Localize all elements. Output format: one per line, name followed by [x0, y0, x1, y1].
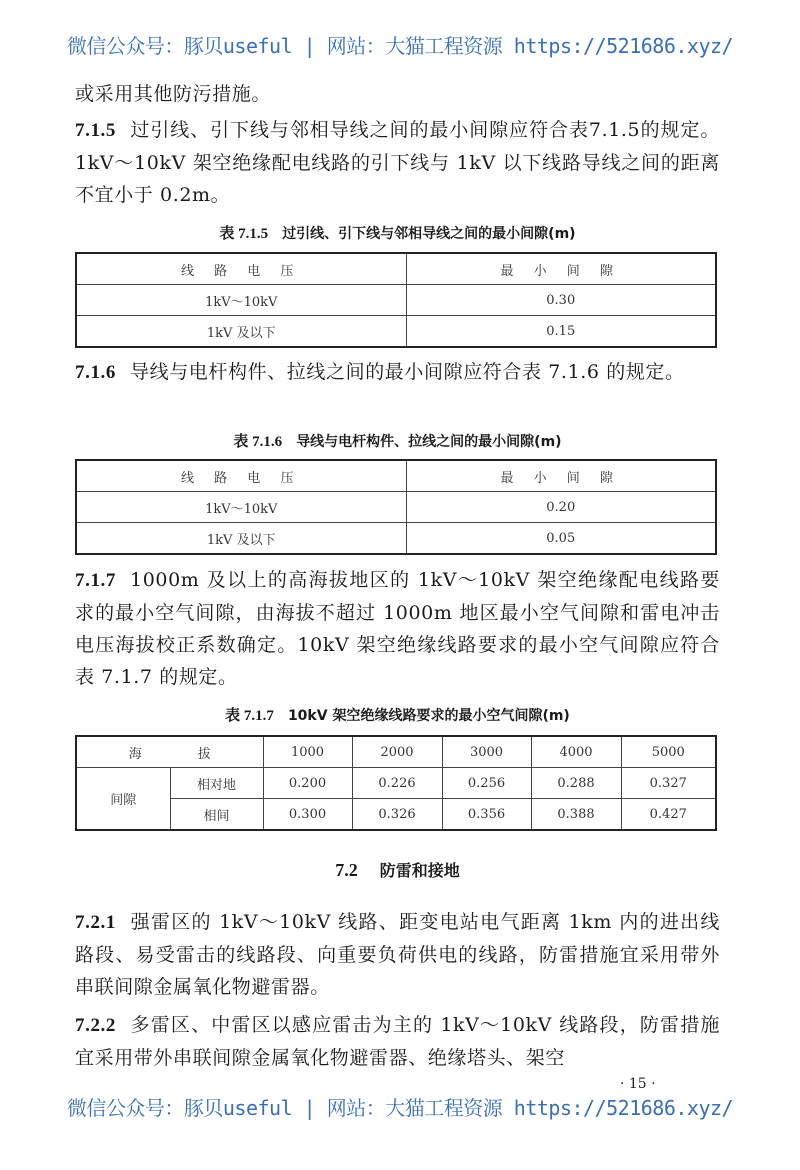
caption-number: 表 7.1.7: [225, 708, 274, 724]
caption-title: 10kV 架空绝缘线路要求的最小空气间隙(m): [287, 708, 570, 724]
cell: 1kV～10kV: [76, 285, 406, 316]
cell: 0.327: [621, 768, 716, 799]
clause-text: 1000m 及以上的高海拔地区的 1kV～10kV 架空绝缘配电线路要求的最小空气间隙，由海拔不超过 1000m 地区最小空气间隙和雷电冲击电压海拔校正系数确定。10kV 架空绝缘线路要求的最小空气间隙应符合表 7.1.7 的规定。: [75, 569, 720, 688]
group-label-cell: 间隙: [76, 768, 170, 831]
clause-7-1-6: [75, 356, 720, 389]
caption-number: 表 7.1.5: [219, 226, 269, 242]
clause-number: 7.1.6: [75, 362, 116, 383]
table-7-1-7: [75, 735, 717, 831]
row-label-cell: 相对地: [170, 768, 263, 799]
clause-number: 7.1.5: [75, 120, 116, 141]
cell: 1kV 及以下: [76, 523, 406, 555]
cell: 0.05: [406, 523, 716, 555]
clause-7-2-2: [75, 1009, 720, 1074]
table-row: [76, 492, 716, 523]
cell: 0.288: [531, 768, 621, 799]
clause-7-1-5: [75, 114, 720, 211]
section-heading-7-2: [75, 858, 720, 881]
header-label: 海: [128, 746, 142, 762]
table-7-1-7-caption: [75, 704, 720, 725]
watermark-bottom: 微信公众号：豚贝useful | 网站：大猫工程资源 https://521686.xyz/: [66, 1096, 734, 1120]
caption-title: 过引线、引下线与邻相导线之间的最小间隙(m): [282, 226, 576, 242]
cell: 0.300: [263, 799, 352, 831]
table-7-1-5-caption: [75, 222, 720, 243]
cell: 0.256: [442, 768, 531, 799]
cell: 0.356: [442, 799, 531, 831]
clause-7-2-1: [75, 906, 720, 1003]
page-number: · 15 ·: [620, 1076, 656, 1092]
table-7-1-6-caption: [75, 430, 720, 451]
clause-number: 7.2.2: [75, 1015, 116, 1036]
cell: 1kV 及以下: [76, 316, 406, 348]
altitude-cell: 1000: [263, 736, 352, 768]
row-label-cell: 相间: [170, 799, 263, 831]
altitude-cell: 4000: [531, 736, 621, 768]
cell: 0.15: [406, 316, 716, 348]
cell: 0.30: [406, 285, 716, 316]
clause-number: 7.2.1: [75, 912, 116, 933]
header-label: 拔: [197, 746, 211, 762]
table-header-row: [76, 736, 716, 768]
table-7-1-6: [75, 459, 717, 555]
table-row: [76, 799, 716, 831]
cell: 0.20: [406, 492, 716, 523]
caption-number: 表 7.1.6: [233, 434, 283, 450]
clause-7-1-7: [75, 564, 720, 693]
cell: 0.226: [352, 768, 442, 799]
header-cell: 线 路 电 压: [76, 460, 406, 492]
altitude-header-cell: [76, 736, 263, 768]
header-cell: 最 小 间 隙: [406, 460, 716, 492]
clause-number: 7.1.7: [75, 570, 116, 591]
table-7-1-5: [75, 252, 717, 348]
clause-text: 过引线、引下线与邻相导线之间的最小间隙应符合表7.1.5的规定。1kV～10kV 架空绝缘配电线路的引下线与 1kV 以下线路导线之间的距离不宜小于 0.2m。: [75, 119, 720, 206]
altitude-cell: 2000: [352, 736, 442, 768]
clause-text: 多雷区、中雷区以感应雷击为主的 1kV～10kV 线路段，防雷措施宜采用带外串联间隙金属氧化物避雷器、绝缘塔头、架空: [75, 1014, 720, 1069]
intro-line: 或采用其他防污措施。: [75, 83, 272, 105]
cell: 0.200: [263, 768, 352, 799]
cell: 0.326: [352, 799, 442, 831]
table-row: [76, 523, 716, 555]
altitude-cell: 3000: [442, 736, 531, 768]
altitude-cell: 5000: [621, 736, 716, 768]
header-cell: 线 路 电 压: [76, 253, 406, 285]
cell: 0.388: [531, 799, 621, 831]
table-row: [76, 316, 716, 348]
clause-text: 导线与电杆构件、拉线之间的最小间隙应符合表 7.1.6 的规定。: [130, 361, 685, 383]
table-row: [76, 768, 716, 799]
table-row: [76, 285, 716, 316]
cell: 1kV～10kV: [76, 492, 406, 523]
header-cell: 最 小 间 隙: [406, 253, 716, 285]
watermark-top: 微信公众号：豚贝useful | 网站：大猫工程资源 https://521686.xyz/: [66, 34, 734, 58]
caption-title: 导线与电杆构件、拉线之间的最小间隙(m): [296, 434, 562, 450]
clause-text: 强雷区的 1kV～10kV 线路、距变电站电气距离 1km 内的进出线路段、易受雷击的线路段、向重要负荷供电的线路，防雷措施宜采用带外串联间隙金属氧化物避雷器。: [75, 911, 720, 998]
section-number: 7.2: [335, 860, 358, 880]
cell: 0.427: [621, 799, 716, 831]
table-header-row: [76, 253, 716, 285]
table-header-row: [76, 460, 716, 492]
section-title: 防雷和接地: [379, 861, 460, 880]
